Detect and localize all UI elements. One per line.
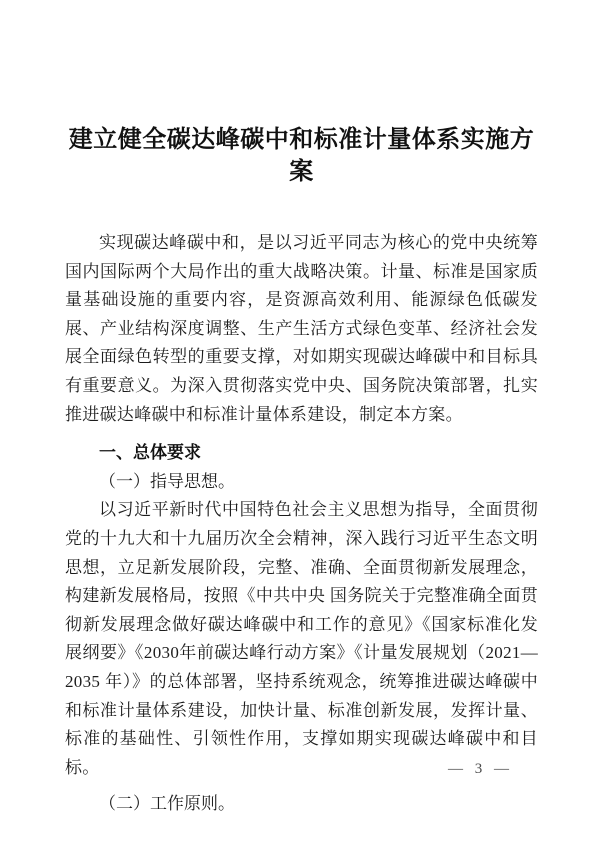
page-number: — 3 — xyxy=(448,761,510,777)
section-heading-overall-requirements: 一、总体要求 xyxy=(99,443,201,463)
subsection-heading-guiding-ideology: （一）指导思想。 xyxy=(99,471,235,491)
subsection-heading-work-principles: （二）工作原则。 xyxy=(99,794,235,814)
document-content xyxy=(65,124,538,819)
document-title: 建立健全碳达峰碳中和标准计量体系实施方案 xyxy=(68,127,535,185)
intro-paragraph: 实现碳达峰碳中和，是以习近平同志为核心的党中央统筹国内国际两个大局作出的重大战略决策。计量、标准是国家质量基础设施的重要内容，是资源高效利用、能源绿色低碳发展、产业结构深度调整、生产生活方式绿色变革、经济社会发展全面绿色转型的重要支撑，对如期实现碳达峰碳中和目标具有重要意义。为深入贯彻落实党中央、国务院决策部署，扎实推进碳达峰碳中和标准计量体系建设，制定本方案。 xyxy=(65,233,538,424)
guiding-ideology-paragraph: 以习近平新时代中国特色社会主义思想为指导，全面贯彻党的十九大和十九届历次全会精神，深入践行习近平生态文明思想，立足新发展阶段，完整、准确、全面贯彻新发展理念，构建新发展格局，按照《中共中央 国务院关于完整准确全面贯彻新发展理念做好碳达峰碳中和工作的意见》《国家标准化发展纲要》《2030年前碳达峰行动方案》《计量发展规划（2021—2035 年）》的总体部署，坚持系统观念，统筹推进碳达峰碳中和标准计量体系建设，加快计量、标准创新发展，发挥计量、标准的基础性、引领性作用，支撑如期实现碳达峰碳中和目标。 xyxy=(65,500,538,777)
